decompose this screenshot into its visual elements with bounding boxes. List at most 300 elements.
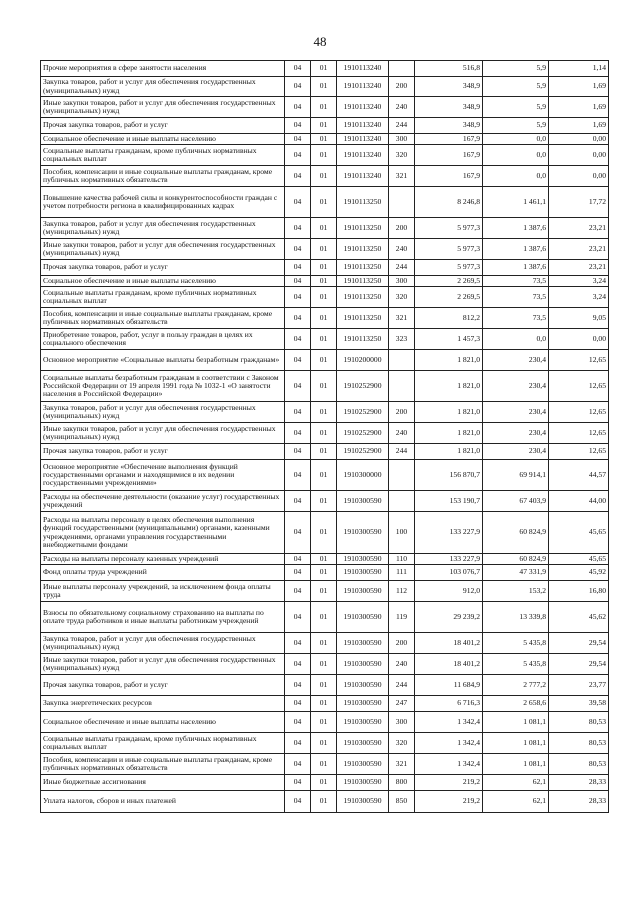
expense-type-cell: 200 [389, 633, 415, 654]
actual-amount-cell: 0,0 [483, 166, 549, 187]
table-row [41, 633, 609, 654]
subsection-code-cell: 01 [311, 118, 337, 134]
section-code-cell: 04 [285, 581, 311, 602]
planned-amount-cell: 8 246,8 [415, 187, 483, 218]
table-row [41, 581, 609, 602]
subsection-code-cell: 01 [311, 329, 337, 350]
section-code-cell: 04 [285, 239, 311, 260]
table-row [41, 512, 609, 554]
percent-cell: 1,69 [549, 118, 609, 134]
table-row [41, 350, 609, 371]
table-row [41, 733, 609, 754]
row-name-cell: Социальные выплаты безработным гражданам в соответствии с Законом Российской Федерации от 19 апреля 1991 года № 1032-1 «О занятости населения в Российской Федерации» [41, 371, 285, 402]
target-article-cell: 1910300590 [337, 712, 389, 733]
target-article-cell: 1910300590 [337, 633, 389, 654]
subsection-code-cell: 01 [311, 187, 337, 218]
subsection-code-cell: 01 [311, 491, 337, 512]
planned-amount-cell: 18 401,2 [415, 633, 483, 654]
target-article-cell: 1910300590 [337, 733, 389, 754]
target-article-cell: 1910113250 [337, 239, 389, 260]
table-row [41, 276, 609, 287]
planned-amount-cell: 1 821,0 [415, 402, 483, 423]
actual-amount-cell: 5 435,8 [483, 633, 549, 654]
actual-amount-cell: 5,9 [483, 97, 549, 118]
table-row [41, 444, 609, 460]
subsection-code-cell: 01 [311, 145, 337, 166]
section-code-cell: 04 [285, 775, 311, 791]
section-code-cell: 04 [285, 565, 311, 581]
planned-amount-cell: 153 190,7 [415, 491, 483, 512]
expense-type-cell: 850 [389, 791, 415, 813]
section-code-cell: 04 [285, 675, 311, 696]
actual-amount-cell: 5,9 [483, 61, 549, 77]
row-name-cell: Расходы на выплаты персоналу казенных учреждений [41, 554, 285, 565]
target-article-cell: 1910113240 [337, 61, 389, 77]
percent-cell: 39,58 [549, 696, 609, 712]
section-code-cell: 04 [285, 696, 311, 712]
expense-type-cell: 111 [389, 565, 415, 581]
planned-amount-cell: 2 269,5 [415, 287, 483, 308]
table-row [41, 460, 609, 491]
table-row [41, 675, 609, 696]
row-name-cell: Основное мероприятие «Обеспечение выполнения функций государственными органами и находящимися в их ведении государственными учреждениями» [41, 460, 285, 491]
target-article-cell: 1910300590 [337, 491, 389, 512]
subsection-code-cell: 01 [311, 633, 337, 654]
row-name-cell: Прочие мероприятия в сфере занятости населения [41, 61, 285, 77]
target-article-cell: 1910300590 [337, 512, 389, 554]
expense-type-cell: 321 [389, 166, 415, 187]
target-article-cell: 1910113240 [337, 118, 389, 134]
target-article-cell: 1910200000 [337, 350, 389, 371]
row-name-cell: Повышение качества рабочей силы и конкурентоспособности граждан с учетом потребности региона в квалифицированных кадрах [41, 187, 285, 218]
table-row [41, 696, 609, 712]
table-row [41, 260, 609, 276]
row-name-cell: Закупка товаров, работ и услуг для обеспечения государственных (муниципальных) нужд [41, 218, 285, 239]
table-row [41, 187, 609, 218]
subsection-code-cell: 01 [311, 423, 337, 444]
row-name-cell: Прочая закупка товаров, работ и услуг [41, 444, 285, 460]
planned-amount-cell: 516,8 [415, 61, 483, 77]
actual-amount-cell: 62,1 [483, 791, 549, 813]
expense-type-cell: 300 [389, 276, 415, 287]
target-article-cell: 1910113250 [337, 329, 389, 350]
actual-amount-cell: 230,4 [483, 350, 549, 371]
row-name-cell: Закупка энергетических ресурсов [41, 696, 285, 712]
subsection-code-cell: 01 [311, 696, 337, 712]
target-article-cell: 1910252900 [337, 371, 389, 402]
expense-type-cell: 800 [389, 775, 415, 791]
subsection-code-cell: 01 [311, 61, 337, 77]
percent-cell: 23,21 [549, 260, 609, 276]
percent-cell: 23,21 [549, 239, 609, 260]
row-name-cell: Фонд оплаты труда учреждений [41, 565, 285, 581]
expense-type-cell: 320 [389, 145, 415, 166]
row-name-cell: Социальное обеспечение и иные выплаты населению [41, 712, 285, 733]
section-code-cell: 04 [285, 61, 311, 77]
planned-amount-cell: 103 076,7 [415, 565, 483, 581]
percent-cell: 29,54 [549, 633, 609, 654]
subsection-code-cell: 01 [311, 565, 337, 581]
actual-amount-cell: 1 387,6 [483, 218, 549, 239]
row-name-cell: Прочая закупка товаров, работ и услуг [41, 118, 285, 134]
subsection-code-cell: 01 [311, 371, 337, 402]
table-row [41, 754, 609, 775]
table-row [41, 371, 609, 402]
subsection-code-cell: 01 [311, 791, 337, 813]
percent-cell: 45,65 [549, 554, 609, 565]
actual-amount-cell: 1 081,1 [483, 754, 549, 775]
actual-amount-cell: 230,4 [483, 402, 549, 423]
planned-amount-cell: 11 684,9 [415, 675, 483, 696]
planned-amount-cell: 29 239,2 [415, 602, 483, 633]
actual-amount-cell: 0,0 [483, 145, 549, 166]
row-name-cell: Иные бюджетные ассигнования [41, 775, 285, 791]
expense-type-cell [389, 350, 415, 371]
row-name-cell: Расходы на выплаты персоналу в целях обеспечения выполнения функций государственными (муниципальными) органами, казенными учреждениями, органами управления государственными внебюджетными фондами [41, 512, 285, 554]
percent-cell: 16,80 [549, 581, 609, 602]
planned-amount-cell: 1 342,4 [415, 754, 483, 775]
target-article-cell: 1910113250 [337, 308, 389, 329]
expense-type-cell: 320 [389, 287, 415, 308]
percent-cell: 1,69 [549, 77, 609, 97]
actual-amount-cell: 5 435,8 [483, 654, 549, 675]
row-name-cell: Расходы на обеспечение деятельности (оказание услуг) государственных учреждений [41, 491, 285, 512]
section-code-cell: 04 [285, 329, 311, 350]
table-row [41, 287, 609, 308]
section-code-cell: 04 [285, 77, 311, 97]
page-number: 48 [313, 34, 327, 49]
target-article-cell: 1910300000 [337, 460, 389, 491]
actual-amount-cell: 5,9 [483, 118, 549, 134]
row-name-cell: Пособия, компенсации и иные социальные выплаты гражданам, кроме публичных нормативных обязательств [41, 308, 285, 329]
planned-amount-cell: 5 977,3 [415, 260, 483, 276]
planned-amount-cell: 156 870,7 [415, 460, 483, 491]
percent-cell: 44,00 [549, 491, 609, 512]
row-name-cell: Иные закупки товаров, работ и услуг для обеспечения государственных (муниципальных) нужд [41, 97, 285, 118]
table-row [41, 491, 609, 512]
table-row [41, 565, 609, 581]
row-name-cell: Закупка товаров, работ и услуг для обеспечения государственных (муниципальных) нужд [41, 402, 285, 423]
percent-cell: 1,69 [549, 97, 609, 118]
target-article-cell: 1910113240 [337, 166, 389, 187]
expense-type-cell: 244 [389, 444, 415, 460]
section-code-cell: 04 [285, 491, 311, 512]
percent-cell: 44,57 [549, 460, 609, 491]
planned-amount-cell: 2 269,5 [415, 276, 483, 287]
expense-type-cell: 321 [389, 754, 415, 775]
actual-amount-cell: 73,5 [483, 276, 549, 287]
table-row [41, 118, 609, 134]
expense-type-cell: 321 [389, 308, 415, 329]
percent-cell: 0,00 [549, 166, 609, 187]
percent-cell: 80,53 [549, 733, 609, 754]
target-article-cell: 1910113250 [337, 218, 389, 239]
subsection-code-cell: 01 [311, 218, 337, 239]
section-code-cell: 04 [285, 276, 311, 287]
actual-amount-cell: 230,4 [483, 444, 549, 460]
actual-amount-cell: 60 824,9 [483, 512, 549, 554]
actual-amount-cell: 1 387,6 [483, 239, 549, 260]
target-article-cell: 1910300590 [337, 791, 389, 813]
subsection-code-cell: 01 [311, 675, 337, 696]
planned-amount-cell: 1 821,0 [415, 371, 483, 402]
planned-amount-cell: 812,2 [415, 308, 483, 329]
subsection-code-cell: 01 [311, 287, 337, 308]
target-article-cell: 1910300590 [337, 696, 389, 712]
section-code-cell: 04 [285, 145, 311, 166]
section-code-cell: 04 [285, 350, 311, 371]
subsection-code-cell: 01 [311, 77, 337, 97]
section-code-cell: 04 [285, 754, 311, 775]
percent-cell: 0,00 [549, 329, 609, 350]
table-row [41, 712, 609, 733]
target-article-cell: 1910252900 [337, 444, 389, 460]
subsection-code-cell: 01 [311, 166, 337, 187]
target-article-cell: 1910113250 [337, 260, 389, 276]
expense-type-cell: 100 [389, 512, 415, 554]
row-name-cell: Прочая закупка товаров, работ и услуг [41, 260, 285, 276]
planned-amount-cell: 167,9 [415, 166, 483, 187]
actual-amount-cell: 47 331,9 [483, 565, 549, 581]
subsection-code-cell: 01 [311, 444, 337, 460]
actual-amount-cell: 73,5 [483, 308, 549, 329]
percent-cell: 28,33 [549, 775, 609, 791]
target-article-cell: 1910113240 [337, 145, 389, 166]
expense-type-cell [389, 460, 415, 491]
row-name-cell: Закупка товаров, работ и услуг для обеспечения государственных (муниципальных) нужд [41, 633, 285, 654]
percent-cell: 9,05 [549, 308, 609, 329]
percent-cell: 12,65 [549, 350, 609, 371]
expense-type-cell: 240 [389, 654, 415, 675]
planned-amount-cell: 348,9 [415, 118, 483, 134]
subsection-code-cell: 01 [311, 260, 337, 276]
subsection-code-cell: 01 [311, 554, 337, 565]
percent-cell: 12,65 [549, 371, 609, 402]
target-article-cell: 1910113250 [337, 276, 389, 287]
expense-type-cell: 244 [389, 260, 415, 276]
actual-amount-cell: 1 081,1 [483, 733, 549, 754]
percent-cell: 80,53 [549, 712, 609, 733]
percent-cell: 17,72 [549, 187, 609, 218]
actual-amount-cell: 5,9 [483, 77, 549, 97]
planned-amount-cell: 6 716,3 [415, 696, 483, 712]
subsection-code-cell: 01 [311, 239, 337, 260]
planned-amount-cell: 348,9 [415, 77, 483, 97]
planned-amount-cell: 1 821,0 [415, 350, 483, 371]
expense-type-cell: 200 [389, 218, 415, 239]
row-name-cell: Приобретение товаров, работ, услуг в пользу граждан в целях их социального обеспечения [41, 329, 285, 350]
section-code-cell: 04 [285, 118, 311, 134]
section-code-cell: 04 [285, 554, 311, 565]
expense-type-cell: 244 [389, 675, 415, 696]
percent-cell: 1,14 [549, 61, 609, 77]
subsection-code-cell: 01 [311, 460, 337, 491]
target-article-cell: 1910113250 [337, 287, 389, 308]
row-name-cell: Пособия, компенсации и иные социальные выплаты гражданам, кроме публичных нормативных обязательств [41, 754, 285, 775]
target-article-cell: 1910300590 [337, 675, 389, 696]
table-row [41, 77, 609, 97]
expense-type-cell: 300 [389, 134, 415, 145]
target-article-cell: 1910300590 [337, 754, 389, 775]
planned-amount-cell: 912,0 [415, 581, 483, 602]
section-code-cell: 04 [285, 260, 311, 276]
subsection-code-cell: 01 [311, 602, 337, 633]
budget-table [40, 60, 609, 813]
subsection-code-cell: 01 [311, 712, 337, 733]
expense-type-cell [389, 187, 415, 218]
actual-amount-cell: 62,1 [483, 775, 549, 791]
section-code-cell: 04 [285, 308, 311, 329]
planned-amount-cell: 219,2 [415, 775, 483, 791]
percent-cell: 3,24 [549, 276, 609, 287]
actual-amount-cell: 1 461,1 [483, 187, 549, 218]
table-row [41, 329, 609, 350]
table-row [41, 654, 609, 675]
expense-type-cell: 110 [389, 554, 415, 565]
section-code-cell: 04 [285, 791, 311, 813]
target-article-cell: 1910300590 [337, 565, 389, 581]
section-code-cell: 04 [285, 97, 311, 118]
table-row [41, 218, 609, 239]
percent-cell: 29,54 [549, 654, 609, 675]
planned-amount-cell: 219,2 [415, 791, 483, 813]
target-article-cell: 1910113240 [337, 97, 389, 118]
percent-cell: 45,62 [549, 602, 609, 633]
planned-amount-cell: 348,9 [415, 97, 483, 118]
percent-cell: 45,92 [549, 565, 609, 581]
expense-type-cell: 240 [389, 97, 415, 118]
table-row [41, 166, 609, 187]
row-name-cell: Закупка товаров, работ и услуг для обеспечения государственных (муниципальных) нужд [41, 77, 285, 97]
row-name-cell: Прочая закупка товаров, работ и услуг [41, 675, 285, 696]
table-row [41, 402, 609, 423]
section-code-cell: 04 [285, 733, 311, 754]
section-code-cell: 04 [285, 402, 311, 423]
actual-amount-cell: 153,2 [483, 581, 549, 602]
target-article-cell: 1910252900 [337, 423, 389, 444]
planned-amount-cell: 167,9 [415, 134, 483, 145]
planned-amount-cell: 18 401,2 [415, 654, 483, 675]
table-row [41, 134, 609, 145]
table-row [41, 308, 609, 329]
actual-amount-cell: 67 403,9 [483, 491, 549, 512]
planned-amount-cell: 1 457,3 [415, 329, 483, 350]
subsection-code-cell: 01 [311, 97, 337, 118]
target-article-cell: 1910300590 [337, 654, 389, 675]
expense-type-cell [389, 61, 415, 77]
section-code-cell: 04 [285, 712, 311, 733]
section-code-cell: 04 [285, 444, 311, 460]
section-code-cell: 04 [285, 460, 311, 491]
expense-type-cell: 320 [389, 733, 415, 754]
row-name-cell: Взносы по обязательному социальному страхованию на выплаты по оплате труда работников и иные выплаты работникам учреждений [41, 602, 285, 633]
percent-cell: 23,77 [549, 675, 609, 696]
actual-amount-cell: 1 387,6 [483, 260, 549, 276]
subsection-code-cell: 01 [311, 308, 337, 329]
target-article-cell: 1910300590 [337, 775, 389, 791]
target-article-cell: 1910300590 [337, 581, 389, 602]
row-name-cell: Социальные выплаты гражданам, кроме публичных нормативных социальных выплат [41, 733, 285, 754]
subsection-code-cell: 01 [311, 134, 337, 145]
actual-amount-cell: 69 914,1 [483, 460, 549, 491]
planned-amount-cell: 1 821,0 [415, 423, 483, 444]
percent-cell: 12,65 [549, 444, 609, 460]
planned-amount-cell: 167,9 [415, 145, 483, 166]
expense-type-cell [389, 491, 415, 512]
target-article-cell: 1910113240 [337, 134, 389, 145]
section-code-cell: 04 [285, 633, 311, 654]
planned-amount-cell: 133 227,9 [415, 512, 483, 554]
expense-type-cell: 247 [389, 696, 415, 712]
subsection-code-cell: 01 [311, 733, 337, 754]
expense-type-cell: 240 [389, 239, 415, 260]
subsection-code-cell: 01 [311, 512, 337, 554]
section-code-cell: 04 [285, 134, 311, 145]
expense-type-cell: 244 [389, 118, 415, 134]
table-body [41, 61, 609, 813]
percent-cell: 12,65 [549, 402, 609, 423]
row-name-cell: Социальные выплаты гражданам, кроме публичных нормативных социальных выплат [41, 287, 285, 308]
row-name-cell: Иные закупки товаров, работ и услуг для обеспечения государственных (муниципальных) нужд [41, 423, 285, 444]
row-name-cell: Основное мероприятие «Социальные выплаты безработным гражданам» [41, 350, 285, 371]
section-code-cell: 04 [285, 371, 311, 402]
actual-amount-cell: 2 658,6 [483, 696, 549, 712]
section-code-cell: 04 [285, 187, 311, 218]
subsection-code-cell: 01 [311, 402, 337, 423]
section-code-cell: 04 [285, 512, 311, 554]
planned-amount-cell: 5 977,3 [415, 218, 483, 239]
actual-amount-cell: 0,0 [483, 329, 549, 350]
expense-type-cell: 112 [389, 581, 415, 602]
actual-amount-cell: 60 824,9 [483, 554, 549, 565]
row-name-cell: Уплата налогов, сборов и иных платежей [41, 791, 285, 813]
section-code-cell: 04 [285, 166, 311, 187]
actual-amount-cell: 0,0 [483, 134, 549, 145]
table-row [41, 775, 609, 791]
planned-amount-cell: 133 227,9 [415, 554, 483, 565]
row-name-cell: Социальное обеспечение и иные выплаты населению [41, 276, 285, 287]
expense-type-cell [389, 371, 415, 402]
expense-type-cell: 240 [389, 423, 415, 444]
section-code-cell: 04 [285, 654, 311, 675]
planned-amount-cell: 1 821,0 [415, 444, 483, 460]
row-name-cell: Социальное обеспечение и иные выплаты населению [41, 134, 285, 145]
table-row [41, 97, 609, 118]
actual-amount-cell: 2 777,2 [483, 675, 549, 696]
percent-cell: 28,33 [549, 791, 609, 813]
target-article-cell: 1910252900 [337, 402, 389, 423]
percent-cell: 23,21 [549, 218, 609, 239]
section-code-cell: 04 [285, 423, 311, 444]
subsection-code-cell: 01 [311, 581, 337, 602]
expense-type-cell: 323 [389, 329, 415, 350]
percent-cell: 0,00 [549, 134, 609, 145]
percent-cell: 3,24 [549, 287, 609, 308]
actual-amount-cell: 73,5 [483, 287, 549, 308]
table-row [41, 791, 609, 813]
percent-cell: 0,00 [549, 145, 609, 166]
target-article-cell: 1910300590 [337, 554, 389, 565]
section-code-cell: 04 [285, 218, 311, 239]
row-name-cell: Пособия, компенсации и иные социальные выплаты гражданам, кроме публичных нормативных обязательств [41, 166, 285, 187]
subsection-code-cell: 01 [311, 654, 337, 675]
row-name-cell: Иные выплаты персоналу учреждений, за исключением фонда оплаты труда [41, 581, 285, 602]
table-row [41, 602, 609, 633]
row-name-cell: Социальные выплаты гражданам, кроме публичных нормативных социальных выплат [41, 145, 285, 166]
percent-cell: 80,53 [549, 754, 609, 775]
target-article-cell: 1910113250 [337, 187, 389, 218]
expense-type-cell: 200 [389, 402, 415, 423]
